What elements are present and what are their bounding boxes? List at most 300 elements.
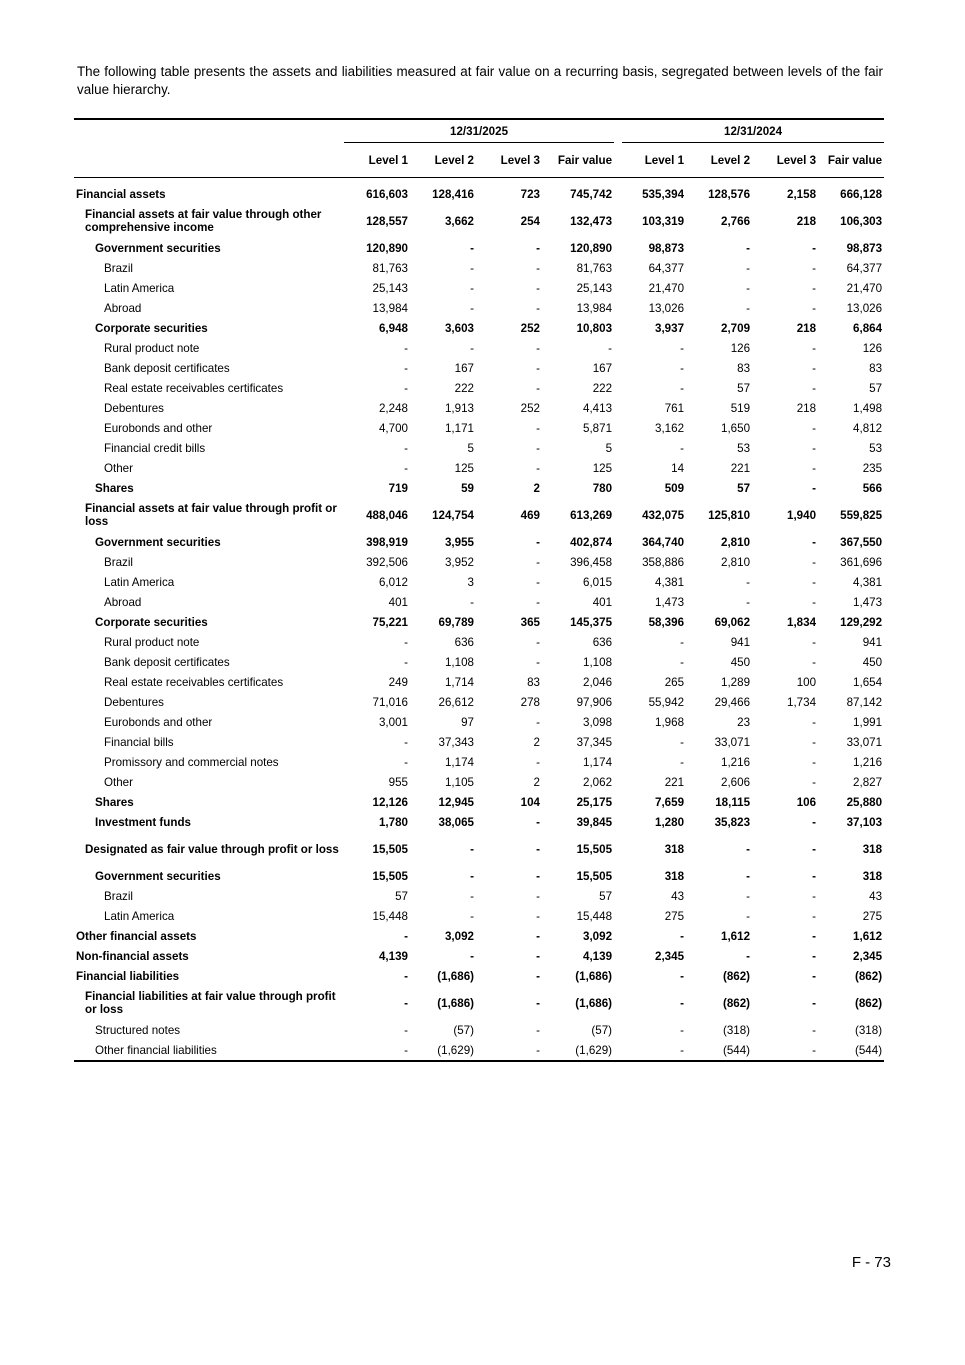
cell-level1-2024: - bbox=[680, 735, 685, 749]
fair-value-hierarchy-table bbox=[74, 118, 884, 1062]
cell-level3-2024: - bbox=[812, 421, 817, 435]
cell-fair-value-2025: 222 bbox=[592, 381, 613, 395]
cell-level3-2024: - bbox=[812, 461, 817, 475]
cell-level3-2024: - bbox=[812, 775, 817, 789]
column-gap bbox=[614, 398, 622, 418]
column-gap bbox=[614, 204, 622, 238]
cell-level2-2024: 1,612 bbox=[721, 929, 751, 943]
cell-level1-2025: 71,016 bbox=[372, 695, 408, 709]
cell-level3-2025: 2 bbox=[533, 735, 540, 749]
cell-level2-2024: - bbox=[746, 281, 751, 295]
cell-level1-2025: 488,046 bbox=[366, 508, 408, 522]
cell-level3-2024: - bbox=[812, 815, 817, 829]
cell-level2-2024: 126 bbox=[730, 341, 751, 355]
cell-fair-value-2024: 64,377 bbox=[846, 261, 883, 275]
cell-level3-2024: 218 bbox=[796, 214, 817, 228]
cell-level1-2025: 3,001 bbox=[378, 715, 408, 729]
cell-level1-2024: - bbox=[680, 1023, 685, 1037]
column-gap bbox=[614, 692, 622, 712]
cell-level2-2024: 125,810 bbox=[708, 508, 751, 522]
column-gap bbox=[614, 572, 622, 592]
cell-level3-2024: - bbox=[812, 555, 817, 569]
cell-level1-2025: 398,919 bbox=[366, 535, 408, 549]
column-gap bbox=[614, 532, 622, 552]
col-header-level1-2025: Level 1 bbox=[344, 143, 410, 178]
cell-fair-value-2025: 132,473 bbox=[570, 214, 613, 228]
cell-level3-2024: - bbox=[812, 715, 817, 729]
cell-level3-2024: - bbox=[812, 929, 817, 943]
cell-level2-2024: 2,709 bbox=[721, 321, 751, 335]
table-row bbox=[74, 258, 884, 278]
row-label: Real estate receivables certificates bbox=[104, 675, 284, 689]
row-label: Government securities bbox=[95, 535, 221, 549]
cell-fair-value-2025: 81,763 bbox=[576, 261, 613, 275]
cell-level3-2024: 218 bbox=[796, 401, 817, 415]
cell-fair-value-2024: 941 bbox=[862, 635, 883, 649]
cell-level3-2025: - bbox=[536, 261, 540, 275]
column-gap bbox=[614, 418, 622, 438]
cell-level1-2025: 81,763 bbox=[372, 261, 408, 275]
row-label: Eurobonds and other bbox=[104, 715, 213, 729]
cell-level2-2025: - bbox=[470, 341, 474, 355]
cell-level2-2025: 636 bbox=[454, 635, 474, 649]
cell-level3-2024: - bbox=[812, 869, 817, 883]
cell-level3-2025: - bbox=[536, 635, 540, 649]
cell-fair-value-2024: 1,654 bbox=[853, 675, 883, 689]
cell-level2-2025: - bbox=[470, 301, 474, 315]
cell-level2-2025: 3,662 bbox=[444, 214, 474, 228]
row-label: Designated as fair value through profit or loss bbox=[85, 842, 339, 856]
column-gap bbox=[614, 592, 622, 612]
cell-level1-2025: - bbox=[404, 461, 408, 475]
cell-level1-2025: 4,700 bbox=[378, 421, 408, 435]
column-gap bbox=[614, 612, 622, 632]
cell-level3-2024: 1,834 bbox=[787, 615, 817, 629]
cell-level3-2025: - bbox=[476, 1040, 542, 1061]
cell-level2-2025: 37,343 bbox=[438, 735, 474, 749]
cell-level2-2024: - bbox=[746, 261, 751, 275]
row-label: Bank deposit certificates bbox=[104, 655, 230, 669]
cell-level1-2025: - bbox=[404, 361, 408, 375]
table-row bbox=[74, 712, 884, 732]
cell-level3-2024: - bbox=[812, 889, 817, 903]
cell-level1-2024: 13,026 bbox=[648, 301, 685, 315]
cell-level3-2024: - bbox=[812, 575, 817, 589]
cell-level1-2024: 103,319 bbox=[642, 214, 685, 228]
cell-level2-2025: 1,105 bbox=[444, 775, 474, 789]
cell-fair-value-2025: 15,505 bbox=[576, 842, 613, 856]
cell-fair-value-2024: 37,103 bbox=[846, 815, 883, 829]
col-header-level1-2024: Level 1 bbox=[622, 143, 686, 178]
cell-fair-value-2025: 37,345 bbox=[576, 735, 613, 749]
cell-fair-value-2024: (862) bbox=[854, 996, 883, 1010]
cell-level3-2025: 2 bbox=[533, 481, 540, 495]
table-row bbox=[74, 1020, 884, 1040]
cell-level3-2025: 365 bbox=[520, 615, 540, 629]
row-label: Financial assets bbox=[76, 187, 166, 201]
cell-level3-2024: - bbox=[752, 1040, 818, 1061]
cell-level3-2025: 723 bbox=[520, 187, 540, 201]
cell-level1-2025: - bbox=[404, 441, 408, 455]
cell-fair-value-2025: 4,139 bbox=[583, 949, 613, 963]
cell-level1-2024: - bbox=[680, 996, 685, 1010]
header-gap bbox=[614, 119, 622, 143]
cell-level1-2024: - bbox=[680, 361, 685, 375]
row-label: Shares bbox=[95, 795, 134, 809]
row-label: Debentures bbox=[104, 695, 164, 709]
cell-level2-2025: 222 bbox=[454, 381, 474, 395]
column-gap bbox=[614, 866, 622, 886]
cell-level1-2025: - bbox=[404, 1023, 408, 1037]
cell-fair-value-2024: 275 bbox=[862, 909, 883, 923]
cell-level1-2024: - bbox=[680, 381, 685, 395]
cell-level2-2024: 941 bbox=[730, 635, 751, 649]
cell-level2-2024: - bbox=[746, 949, 751, 963]
cell-fair-value-2024: 43 bbox=[869, 889, 883, 903]
table-row bbox=[74, 478, 884, 498]
row-label: Other financial assets bbox=[76, 929, 197, 943]
row-label: Financial liabilities at fair value through profit or loss bbox=[85, 990, 336, 1016]
cell-fair-value-2024: 13,026 bbox=[846, 301, 883, 315]
row-label: Bank deposit certificates bbox=[104, 361, 230, 375]
cell-level2-2025: - bbox=[470, 281, 474, 295]
cell-level2-2025: 1,171 bbox=[444, 421, 474, 435]
cell-level3-2025: - bbox=[536, 575, 540, 589]
cell-level1-2024: 58,396 bbox=[648, 615, 685, 629]
cell-level3-2024: - bbox=[812, 842, 817, 856]
table-row bbox=[74, 792, 884, 812]
cell-level3-2025: - bbox=[536, 929, 540, 943]
cell-level2-2025: 1,714 bbox=[444, 675, 474, 689]
cell-level3-2025: 254 bbox=[520, 214, 540, 228]
cell-level1-2025: 6,948 bbox=[378, 321, 408, 335]
cell-level3-2025: - bbox=[536, 715, 540, 729]
table-row bbox=[74, 498, 884, 532]
cell-level1-2025: 120,890 bbox=[366, 241, 408, 255]
cell-level2-2024: 221 bbox=[730, 461, 751, 475]
column-gap bbox=[614, 732, 622, 752]
column-gap bbox=[614, 1020, 622, 1040]
cell-level3-2025: - bbox=[536, 341, 540, 355]
row-label: Financial liabilities bbox=[76, 969, 180, 983]
cell-level1-2024: 64,377 bbox=[648, 261, 685, 275]
header-gap bbox=[614, 143, 622, 178]
cell-level3-2024: - bbox=[812, 381, 817, 395]
row-label: Non-financial assets bbox=[76, 949, 189, 963]
table-row bbox=[74, 398, 884, 418]
cell-level2-2024: 18,115 bbox=[715, 795, 751, 809]
cell-level2-2024: - bbox=[746, 301, 751, 315]
row-label: Latin America bbox=[104, 909, 175, 923]
row-label: Financial credit bills bbox=[104, 441, 206, 455]
cell-level2-2024: 2,810 bbox=[721, 535, 751, 549]
cell-level2-2024: - bbox=[746, 889, 751, 903]
cell-level2-2024: 57 bbox=[737, 381, 751, 395]
cell-level3-2025: - bbox=[536, 842, 540, 856]
cell-fair-value-2024: 559,825 bbox=[840, 508, 883, 522]
cell-level2-2024: 519 bbox=[730, 401, 751, 415]
cell-level3-2025: - bbox=[536, 909, 540, 923]
cell-level3-2025: 469 bbox=[520, 508, 540, 522]
row-label: Government securities bbox=[95, 869, 221, 883]
cell-level3-2025: - bbox=[536, 281, 540, 295]
column-gap bbox=[614, 552, 622, 572]
cell-level3-2025: 252 bbox=[520, 321, 540, 335]
cell-level2-2024: 23 bbox=[737, 715, 751, 729]
cell-fair-value-2025: 402,874 bbox=[570, 535, 613, 549]
cell-level1-2024: 3,937 bbox=[655, 321, 685, 335]
cell-level1-2024: 43 bbox=[671, 889, 685, 903]
cell-level1-2025: 392,506 bbox=[366, 555, 408, 569]
cell-level3-2025: - bbox=[536, 1023, 540, 1037]
cell-level3-2024: 1,734 bbox=[787, 695, 817, 709]
cell-level2-2024: 57 bbox=[737, 481, 751, 495]
cell-level1-2024: 4,381 bbox=[655, 575, 685, 589]
table-row bbox=[74, 866, 884, 886]
cell-level2-2024: - bbox=[746, 909, 751, 923]
cell-fair-value-2024: 126 bbox=[862, 341, 883, 355]
cell-level3-2024: - bbox=[812, 441, 817, 455]
cell-level1-2024: 318 bbox=[664, 842, 685, 856]
cell-fair-value-2025: (1,686) bbox=[575, 969, 613, 983]
cell-level2-2025: (1,686) bbox=[437, 996, 474, 1010]
cell-level3-2024: 1,940 bbox=[787, 508, 817, 522]
cell-level1-2025: - bbox=[404, 996, 408, 1010]
cell-level2-2024: 69,062 bbox=[714, 615, 751, 629]
cell-level2-2025: 3,955 bbox=[444, 535, 474, 549]
cell-fair-value-2024: 235 bbox=[862, 461, 883, 475]
cell-fair-value-2025: 15,448 bbox=[576, 909, 613, 923]
table-row bbox=[74, 552, 884, 572]
cell-level1-2025: - bbox=[404, 969, 408, 983]
cell-fair-value-2025: 396,458 bbox=[570, 555, 613, 569]
intro-paragraph: The following table presents the assets and liabilities measured at fair value on a recurring basis, segregated between levels of the fair value hierarchy. bbox=[77, 64, 883, 97]
cell-level1-2025: 1,780 bbox=[378, 815, 408, 829]
column-gap bbox=[614, 832, 622, 866]
cell-level1-2025: 6,012 bbox=[378, 575, 408, 589]
cell-level3-2024: - bbox=[812, 755, 817, 769]
cell-fair-value-2025: 5,871 bbox=[583, 421, 613, 435]
column-gap bbox=[614, 178, 622, 205]
header-blank bbox=[74, 119, 344, 143]
cell-level1-2024: 432,075 bbox=[642, 508, 685, 522]
cell-level3-2025: - bbox=[536, 555, 540, 569]
cell-fair-value-2025: 39,845 bbox=[576, 815, 613, 829]
row-label: Brazil bbox=[104, 261, 133, 275]
cell-fair-value-2024: 25,880 bbox=[846, 795, 883, 809]
cell-level2-2025: (57) bbox=[453, 1023, 474, 1037]
cell-fair-value-2025: 13,984 bbox=[576, 301, 613, 315]
cell-level3-2025: 278 bbox=[520, 695, 540, 709]
cell-level1-2024: 2,345 bbox=[655, 949, 685, 963]
cell-level3-2024: - bbox=[812, 635, 817, 649]
cell-level2-2025: 124,754 bbox=[432, 508, 474, 522]
cell-level2-2024: 128,576 bbox=[708, 187, 751, 201]
row-label: Abroad bbox=[104, 301, 142, 315]
row-label: Brazil bbox=[104, 555, 133, 569]
column-gap bbox=[614, 652, 622, 672]
cell-fair-value-2024: 87,142 bbox=[846, 695, 883, 709]
period-header-2024: 12/31/2024 bbox=[622, 119, 884, 143]
table-row bbox=[74, 612, 884, 632]
cell-level1-2025: 4,139 bbox=[378, 949, 408, 963]
row-label: Corporate securities bbox=[95, 615, 208, 629]
cell-fair-value-2024: 98,873 bbox=[846, 241, 883, 255]
cell-fair-value-2025: 145,375 bbox=[570, 615, 613, 629]
cell-level1-2025: 12,126 bbox=[372, 795, 408, 809]
cell-fair-value-2025: (1,629) bbox=[542, 1040, 614, 1061]
table-row bbox=[74, 572, 884, 592]
cell-level1-2024: - bbox=[680, 969, 685, 983]
cell-fair-value-2024: (544) bbox=[818, 1040, 884, 1061]
cell-level2-2025: 3,952 bbox=[444, 555, 474, 569]
table-row bbox=[74, 238, 884, 258]
col-header-fair-value-2025: Fair value bbox=[542, 143, 614, 178]
column-gap bbox=[614, 318, 622, 338]
column-gap bbox=[614, 792, 622, 812]
cell-level1-2024: 265 bbox=[664, 675, 685, 689]
cell-fair-value-2025: 125 bbox=[592, 461, 613, 475]
cell-level2-2024: 2,810 bbox=[721, 555, 751, 569]
row-label: Investment funds bbox=[95, 815, 191, 829]
cell-level3-2025: - bbox=[536, 381, 540, 395]
table-row bbox=[74, 178, 884, 205]
cell-level3-2025: - bbox=[536, 655, 540, 669]
table-row bbox=[74, 752, 884, 772]
cell-level1-2025: 616,603 bbox=[366, 187, 408, 201]
cell-level1-2025: - bbox=[404, 929, 408, 943]
cell-fair-value-2024: 33,071 bbox=[846, 735, 883, 749]
cell-level2-2024: 1,216 bbox=[721, 755, 751, 769]
cell-fair-value-2025: 745,742 bbox=[570, 187, 613, 201]
cell-level3-2025: - bbox=[536, 421, 540, 435]
column-gap bbox=[614, 478, 622, 498]
table-row bbox=[74, 378, 884, 398]
cell-fair-value-2024: 21,470 bbox=[846, 281, 883, 295]
cell-level2-2024: 1,650 bbox=[721, 421, 751, 435]
cell-level2-2025: - bbox=[470, 889, 474, 903]
cell-level1-2024: 7,659 bbox=[655, 795, 685, 809]
cell-level1-2024: 535,394 bbox=[642, 187, 685, 201]
column-gap bbox=[614, 672, 622, 692]
cell-level1-2024: - bbox=[680, 655, 685, 669]
cell-fair-value-2024: 83 bbox=[869, 361, 883, 375]
cell-level2-2025: 1,108 bbox=[444, 655, 474, 669]
cell-fair-value-2025: 3,092 bbox=[583, 929, 613, 943]
cell-level1-2025: - bbox=[404, 735, 408, 749]
table-row bbox=[74, 438, 884, 458]
cell-level1-2025: - bbox=[404, 341, 408, 355]
table-row bbox=[74, 986, 884, 1020]
cell-level2-2025: 59 bbox=[461, 481, 474, 495]
cell-level3-2024: - bbox=[812, 301, 817, 315]
cell-fair-value-2024: 57 bbox=[869, 381, 883, 395]
table-row bbox=[74, 418, 884, 438]
cell-level3-2024: - bbox=[812, 735, 817, 749]
table-row bbox=[74, 532, 884, 552]
cell-level3-2024: - bbox=[812, 481, 817, 495]
cell-level2-2025: 97 bbox=[461, 715, 474, 729]
cell-level1-2024: 98,873 bbox=[648, 241, 685, 255]
cell-level3-2025: - bbox=[536, 869, 540, 883]
cell-level1-2024: 761 bbox=[664, 401, 685, 415]
table-row bbox=[74, 966, 884, 986]
cell-level3-2025: - bbox=[536, 755, 540, 769]
row-label: Financial bills bbox=[104, 735, 174, 749]
column-gap bbox=[614, 632, 622, 652]
cell-fair-value-2024: 53 bbox=[869, 441, 883, 455]
column-gap bbox=[614, 926, 622, 946]
row-label: Brazil bbox=[104, 889, 133, 903]
cell-level3-2024: - bbox=[812, 361, 817, 375]
table-row bbox=[74, 832, 884, 866]
cell-fair-value-2025: 2,062 bbox=[583, 775, 613, 789]
cell-level2-2024: - bbox=[746, 241, 751, 255]
cell-level1-2025: 719 bbox=[388, 481, 408, 495]
cell-level2-2025: 3,092 bbox=[444, 929, 474, 943]
table-row bbox=[74, 692, 884, 712]
cell-fair-value-2025: - bbox=[608, 341, 613, 355]
cell-fair-value-2024: 318 bbox=[862, 842, 883, 856]
cell-level1-2025: - bbox=[404, 755, 408, 769]
cell-level3-2024: - bbox=[812, 996, 817, 1010]
row-label: Abroad bbox=[104, 595, 142, 609]
column-gap bbox=[614, 458, 622, 478]
cell-fair-value-2025: 120,890 bbox=[570, 241, 613, 255]
cell-fair-value-2024: 1,473 bbox=[853, 595, 883, 609]
cell-level2-2024: 35,823 bbox=[714, 815, 751, 829]
cell-level1-2025: 2,248 bbox=[378, 401, 408, 415]
row-label: Promissory and commercial notes bbox=[104, 755, 279, 769]
cell-level1-2025: 15,505 bbox=[372, 842, 408, 856]
cell-level1-2025: 57 bbox=[395, 889, 408, 903]
cell-fair-value-2024: 1,216 bbox=[853, 755, 883, 769]
cell-fair-value-2024: 367,550 bbox=[840, 535, 883, 549]
row-label: Rural product note bbox=[104, 341, 200, 355]
cell-level3-2025: - bbox=[536, 361, 540, 375]
column-gap bbox=[614, 752, 622, 772]
table-row bbox=[74, 592, 884, 612]
cell-level3-2024: - bbox=[812, 949, 817, 963]
table-row bbox=[74, 906, 884, 926]
row-label: Other bbox=[104, 461, 133, 475]
column-gap bbox=[614, 1040, 622, 1061]
cell-fair-value-2024: 1,612 bbox=[853, 929, 883, 943]
table-row bbox=[74, 652, 884, 672]
cell-level2-2024: 450 bbox=[730, 655, 751, 669]
cell-level2-2025: - bbox=[470, 909, 474, 923]
col-header-level3-2025: Level 3 bbox=[476, 143, 542, 178]
cell-fair-value-2025: 613,269 bbox=[570, 508, 613, 522]
cell-fair-value-2025: (57) bbox=[591, 1023, 613, 1037]
cell-level1-2024: 509 bbox=[664, 481, 685, 495]
row-label: Other bbox=[104, 775, 133, 789]
table-row bbox=[74, 278, 884, 298]
cell-level2-2024: 53 bbox=[737, 441, 751, 455]
cell-level2-2025: - bbox=[470, 241, 474, 255]
cell-level2-2024: 2,766 bbox=[721, 214, 751, 228]
cell-level2-2024: 29,466 bbox=[714, 695, 751, 709]
row-label: Government securities bbox=[95, 241, 221, 255]
table-row bbox=[74, 458, 884, 478]
cell-level3-2024: - bbox=[812, 281, 817, 295]
cell-fair-value-2025: 636 bbox=[592, 635, 613, 649]
cell-level2-2025: 125 bbox=[454, 461, 474, 475]
cell-level3-2024: 2,158 bbox=[787, 187, 817, 201]
table-row bbox=[74, 204, 884, 238]
cell-level3-2024: - bbox=[812, 595, 817, 609]
cell-level3-2025: - bbox=[536, 461, 540, 475]
